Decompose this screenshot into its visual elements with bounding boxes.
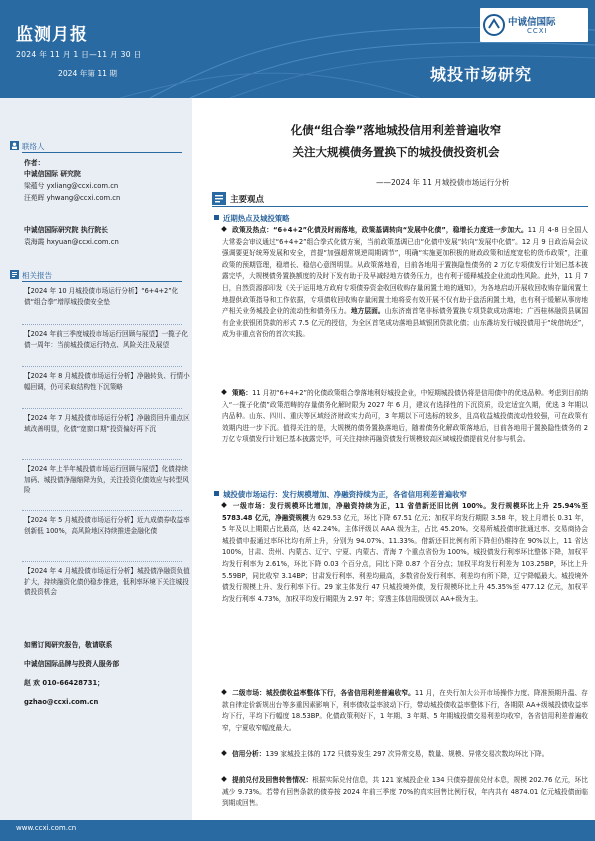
contacts-divider bbox=[22, 152, 182, 153]
author3-name: 袁海霞 bbox=[24, 238, 45, 246]
report-type-title: 监测月报 bbox=[16, 25, 88, 45]
related-divider bbox=[22, 281, 182, 282]
diamond-bullet-icon bbox=[221, 226, 227, 232]
diamond-bullet-icon bbox=[221, 502, 227, 508]
related-report-item[interactable] bbox=[24, 566, 190, 598]
author1 bbox=[24, 181, 190, 192]
related-report-title: 【2024 年上半年城投债市场运行回顾与展望】 bbox=[24, 465, 162, 473]
related-report-title: 【2024 年前三季度城投市场运行回顾与展望】 bbox=[24, 330, 162, 338]
contact-name: 赵 欢 bbox=[24, 679, 40, 687]
report-separator bbox=[22, 324, 182, 325]
report-header bbox=[0, 0, 595, 98]
author2 bbox=[24, 193, 190, 204]
related-reports-icon bbox=[10, 270, 19, 279]
author3-email[interactable]: hxyuan@ccxi.com.cn bbox=[46, 238, 119, 246]
report-date-range: 2024 年 11 月 1 日—11 月 30 日 bbox=[16, 50, 142, 59]
related-report-title: 【2024 年 4 月城投债市场运行分析】 bbox=[24, 567, 137, 575]
section-hotspots-heading: 近期热点及城投策略 bbox=[214, 213, 290, 224]
paragraph-policy: 政策及热点：“6+4+2”化债及时雨落地，政策基调转向“发展中化债”，稳增长力度进一步加大。11 月 4-8 日全国人大常委会审议通过“6+4+2”组合拳式化债方案，当前政策基调已由“化债中发展”转向“发展中化债”。12 月 9 日政治局会议强调要更好统筹发展和安全，首提“加强超常规逆周期调节”，明确“实施更加积极的财政政策和适度宽松的货币政策”，注重政策的预期管理，稳增长、稳信心意图明显。从政策落地看，目前各地用于置换隐性债务的 2 万亿专项债发行计划已基本披露完毕，大规模债务置换额度的及时下发有助于及早减轻地方债务压力，也有利于缓释城投企业流动性风险。此外，11 月 7 日，自然资源部印发《关于运用地方政府专项债券资金收回收购存量闲置土地的通知》，为各地启动开展收回收购存量闲置土地提供政策指导和工作依据，专项债收回收购存量闲置土地将妥有效开展不仅有助于盘活闲置土地，也有利于缓解从事房地产相关业务城投企业的流动性和债务压力。地方层面。山东济南首笔非标债务置换专项贷款成功落地；广西桂林融资县属国有企业获银团贷款的形式 7.5 亿元的授信，为全区首笔成功落地县域银团贷款化债；山东潍坊发行城投债用于“统借统还”，成为非重点省份的首次实践。 bbox=[222, 226, 589, 339]
report-separator bbox=[22, 561, 182, 562]
author2-email[interactable]: yhwang@ccxi.com.cn bbox=[46, 194, 121, 202]
report-separator bbox=[22, 459, 182, 460]
key-points-divider bbox=[212, 206, 588, 207]
related-report-item[interactable] bbox=[24, 515, 190, 536]
paragraph-primary-market: 一级市场：发行规模环比增加，净融资持续为正，11 省借新还旧比例 100%。发行规模环比上升 25.94%至 5783.48 亿元，净融资规模为 629.53 亿元，环比下降 67.51 亿元；加权平均发行期限 3.58 年，较上月增长 0.31 年，5 年及以上期限占比最高，达 42.24%。主体评级以 AAA 级为主，占比 45.20%。交易所城投债审批通过率、交易商协会城投债申报通过率环比均有所上升，分别为 94.07%、11.33%。借新还旧比例有所下降但仍维持在 90%以上，11 省达 100%，甘肃、贵州、内蒙古、辽宁、宁夏、内蒙古、青海 7 个重点省份为 100%。城投债发行利率环比整体下降，加权平均发行利率为 2.61%，环比下降 0.03 个百分点，同比下降 0.87 个百分点；加权平均发行利差为 103.25BP，环比上升 5.59BP，同比收窄 3.14BP；甘肃发行利率、利差均最高，多数省份发行利率、利差均有所下降，辽宁降幅最大。城投境外债发行规模上升、发行利率下行。29 家主体发行 47 只城投境外债，发行规模环比上升 45.35%至 477.12 亿元，加权平均发行利率 4.73%，加权平均发行期限为 2.97 年；穿透主体信用级别以 AA+级为主。 bbox=[222, 502, 588, 603]
author2-name: 汪苑晖 bbox=[24, 194, 45, 202]
page-footer bbox=[0, 820, 595, 841]
author1-name: 梁蕴兮 bbox=[24, 182, 45, 190]
author3-title: 中诚信国际研究院 执行院长 bbox=[24, 226, 108, 234]
section-market-heading: 城投债市场运行：发行规模增加、净融资持续为正，各省信用利差普遍收窄 bbox=[214, 489, 467, 500]
diamond-bullet-icon bbox=[221, 389, 227, 395]
related-report-item[interactable] bbox=[24, 413, 190, 434]
paragraph-credit-analysis: 信用分析：139 家城投主体的 172 只债券发生 297 次异常交易，数量、规模、异常交易次数均环比下降。 bbox=[222, 749, 588, 761]
author-label: 作者： bbox=[24, 159, 45, 167]
author-dept: 中诚信国际 研究院 bbox=[24, 170, 81, 178]
square-bullet-icon bbox=[214, 491, 219, 496]
related-report-desc: 城投债净融资负值扩大，持续融资化债仍稳步推进，低利率环境下关注城投债投资机会 bbox=[24, 567, 190, 596]
report-separator bbox=[22, 408, 182, 409]
related-report-desc: 近九成债券收益率创新低 100%，高风险地区持续推进金融化债 bbox=[24, 516, 190, 535]
contact-email[interactable]: gzhao@ccxi.com.cn bbox=[24, 698, 99, 706]
related-report-desc: 一揽子化债一周年：当前城投债运行特点、风险关注及展望 bbox=[24, 330, 188, 349]
related-report-item[interactable] bbox=[24, 464, 190, 496]
subscription-notice: 如需订阅研究报告，敬请联系 bbox=[24, 641, 113, 649]
paragraph-strategy: 策略：11 月初“6+4+2”的化债政策组合拳落地利好城投企业，中短期城投债仍将是信用债中的优选品种。考虑到目前纳入“一揽子化债”政策范畴的存量债务化解时限为 2027 年 6 月，建议有选择性的下沉资质，设定适宜久期，优选 3 年期以内品种。山东、四川、重庆等区域经济财政实力尚可，3 年期以下可选标的较多，且高收益城投债流动性较强，可在政策有效期内进一步下沉。值得关注的是，大规模的债务置换落地后，随着债务化解政策落地后，目前各地用于置换隐性债务的 2 万亿专项债发行计划已基本披露完毕，可关注持续再融资债发行规模较高区域城投债提前兑付参与机会。 bbox=[222, 389, 588, 444]
related-report-title: 【2024 年 7 月城投债市场运行分析】 bbox=[24, 414, 137, 422]
key-points-icon bbox=[212, 192, 226, 205]
footer-website[interactable]: www.ccxi.com.cn bbox=[16, 824, 77, 832]
ccxi-logo bbox=[480, 8, 588, 42]
report-title-line1: 化债“组合拳”落地城投信用利差普遍收窄 bbox=[290, 123, 502, 137]
related-report-item[interactable] bbox=[24, 329, 190, 350]
ccxi-logo-icon bbox=[483, 14, 505, 36]
contacts-heading: 联络人 bbox=[22, 142, 45, 151]
report-category: 城投市场研究 bbox=[430, 65, 533, 84]
related-report-desc: 净融转负、行情小幅回调，仍可采取结构性下沉策略 bbox=[24, 372, 190, 391]
report-issue: 2024 年第 11 期 bbox=[58, 69, 118, 78]
paragraph-early-redemption: 提前兑付及回售转售情况：根据实际兑付信息，共 121 家城投企业 134 只债券提前兑付本息，规模 202.76 亿元，环比减少 9.73%。若带有回售条款的债券按 2024 年前三季度 70%的真实回售比例行权，年内共有 4874.01 亿元城投债面临到期或回售。 bbox=[222, 776, 588, 808]
subscription-contact bbox=[24, 678, 190, 689]
diamond-bullet-icon bbox=[221, 689, 227, 695]
paragraph-secondary-market: 二级市场：城投债收益率整体下行，各省信用利差普遍收窄。11 月，在央行加大公开市场操作力度、降准预期升温、存款自律定价新规出台等多重因素影响下，利率债收益率波动下行，带动城投债收益率整体下行，各期限 AA+级城投债收益率均下行，平均下行幅度 18.53BP。化债政策利好下，1 年期、3 年期、5 年期城投债交易利差均收窄，各省信用利差普遍收窄，宁夏收窄幅度最大。 bbox=[222, 689, 588, 732]
report-title-line2: 关注大规模债务置换下的城投债投资机会 bbox=[292, 145, 500, 159]
report-subtitle: ——2024 年 11 月城投债市场运行分析 bbox=[376, 178, 510, 187]
related-report-item[interactable] bbox=[24, 286, 190, 307]
diamond-bullet-icon bbox=[221, 776, 227, 782]
contact-person-icon bbox=[10, 141, 19, 150]
key-points-heading: 主要观点 bbox=[230, 195, 265, 205]
logo-text-cn: 中诚信国际 bbox=[508, 17, 556, 28]
related-report-desc: 净融资回升重点区域改善明显，化债“宽窗口期”投资偏好再下沉 bbox=[24, 414, 190, 433]
contact-phone: 010-66428731； bbox=[42, 679, 104, 687]
author1-email[interactable]: yxliang@ccxi.com.cn bbox=[46, 182, 119, 190]
report-separator bbox=[22, 510, 182, 511]
related-report-title: 【2024 年 10 月城投债市场运行分析】 bbox=[24, 287, 142, 295]
square-bullet-icon bbox=[214, 215, 219, 220]
related-report-item[interactable] bbox=[24, 371, 190, 392]
diamond-bullet-icon bbox=[221, 750, 227, 756]
sidebar bbox=[0, 98, 192, 841]
related-reports-heading: 相关报告 bbox=[22, 271, 52, 280]
author3 bbox=[24, 237, 190, 248]
related-report-desc: “6+4+2”化债“组合拳”增厚城投债安全垫 bbox=[24, 287, 179, 306]
related-report-title: 【2024 年 5 月城投债市场运行分析】 bbox=[24, 516, 137, 524]
related-report-desc: 化债持续加码、城投债净融缩降为负，关注投资化债效应与转型风险 bbox=[24, 465, 189, 494]
related-report-title: 【2024 年 8 月城投债市场运行分析】 bbox=[24, 372, 137, 380]
subscription-dept: 中诚信国际品牌与投资人服务部 bbox=[24, 660, 120, 668]
report-separator bbox=[22, 366, 182, 367]
logo-text-en: CCXI bbox=[527, 27, 548, 35]
